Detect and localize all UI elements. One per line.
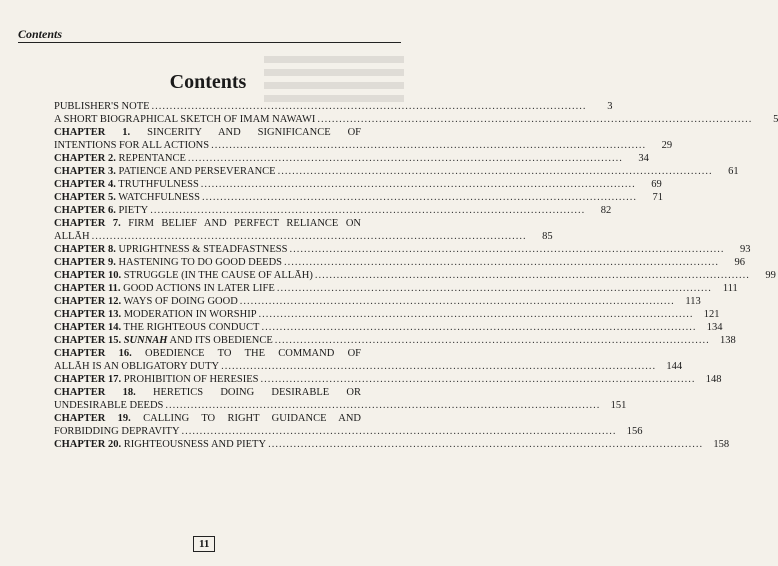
dot-leader: ........................................................................................................................ — [165, 400, 601, 411]
entry-title-text: WATCHFULNESS — [115, 192, 200, 203]
entry-title-text: PIETY — [115, 205, 149, 216]
entry-line — [54, 204, 612, 217]
chapter-label: CHAPTER 13. — [54, 309, 122, 320]
page-number: 11 — [193, 536, 215, 552]
chapter-label: CHAPTER 3. — [54, 166, 116, 177]
entry-title-part: CALLING TO RIGHT GUIDANCE AND — [130, 413, 361, 424]
entry-title — [54, 204, 148, 217]
entry-title — [54, 152, 186, 165]
entry-title — [54, 334, 273, 347]
toc-entry — [54, 438, 730, 451]
chapter-label: CHAPTER 5. — [54, 192, 116, 203]
entry-line — [54, 269, 776, 282]
entry-title — [54, 438, 266, 451]
entry-page-number: 121 — [703, 309, 720, 320]
dot-leader: ........................................................................................................................ — [201, 192, 637, 203]
entry-title-text: MODERATION IN WORSHIP — [121, 309, 257, 320]
entry-line — [54, 308, 720, 321]
entry-line — [54, 191, 663, 204]
chapter-label: CHAPTER 2. — [54, 153, 116, 164]
dot-leader: ........................................................................................................................ — [274, 335, 710, 346]
entry-title-text: FORBIDDING DEPRAVITY — [54, 426, 180, 437]
entry-title — [54, 321, 259, 334]
dot-leader: ........................................................................................................................ — [181, 426, 617, 437]
chapter-label: CHAPTER 19. — [54, 413, 131, 424]
entry-title — [54, 139, 209, 152]
entry-line — [54, 230, 553, 243]
chapter-label: CHAPTER 11. — [54, 283, 121, 294]
entry-page-number: 158 — [713, 439, 730, 450]
entry-first-line — [54, 386, 397, 399]
toc-entry — [54, 295, 701, 308]
entry-line — [54, 165, 739, 178]
entry-first-line — [54, 126, 397, 139]
entry-title-text: INTENTIONS FOR ALL ACTIONS — [54, 140, 210, 151]
entry-title — [54, 282, 275, 295]
entry-page-number: 113 — [685, 296, 701, 307]
entry-title — [54, 230, 90, 243]
dot-leader: ........................................................................................................................ — [289, 244, 725, 255]
chapter-label: CHAPTER 9. — [54, 257, 116, 268]
entry-page-number: 61 — [728, 166, 739, 177]
dot-leader: ........................................................................................................................ — [150, 205, 586, 216]
entry-title-text: HASTENING TO DO GOOD DEEDS — [115, 257, 282, 268]
entry-title — [54, 100, 150, 113]
entry-page-number: 82 — [600, 205, 612, 216]
toc-entry — [54, 334, 736, 347]
entry-title — [54, 360, 219, 373]
entry-title-part: HERETICS DOING DESIRABLE OR — [135, 387, 361, 398]
chapter-label: CHAPTER 1. — [54, 127, 131, 138]
dot-leader: ........................................................................................................................ — [277, 166, 713, 177]
entry-page-number: 138 — [720, 335, 736, 346]
entry-page-number: 3 — [607, 101, 613, 112]
entry-line — [54, 321, 723, 334]
chapter-label: CHAPTER 8. — [54, 244, 116, 255]
entry-title — [54, 178, 199, 191]
chapter-label: CHAPTER 12. — [54, 296, 122, 307]
entry-title-text: TRUTHFULNESS — [115, 179, 199, 190]
table-of-contents — [54, 100, 778, 451]
toc-entry — [54, 321, 723, 334]
entry-page-number: 156 — [626, 426, 643, 437]
entry-line — [54, 152, 649, 165]
dot-leader: ........................................................................................................................ — [211, 140, 647, 151]
dot-leader: ........................................................................................................................ — [187, 153, 623, 164]
running-head: Contents — [18, 27, 63, 41]
dot-leader: ........................................................................................................................ — [317, 114, 753, 125]
entry-line — [54, 282, 738, 295]
entry-title — [54, 373, 258, 386]
entry-title-text: STRUGGLE (IN THE CAUSE OF ALLĀH) — [121, 270, 313, 281]
chapter-label: CHAPTER 20. — [54, 439, 122, 450]
dot-leader: ........................................................................................................................ — [268, 439, 704, 450]
entry-page-number: 144 — [666, 361, 683, 372]
toc-entry — [54, 269, 776, 282]
entry-line — [54, 334, 736, 347]
toc-entry — [54, 373, 722, 386]
entry-line — [54, 425, 643, 438]
toc-entry — [54, 152, 649, 165]
chapter-label: CHAPTER 10. — [54, 270, 122, 281]
entry-title — [54, 399, 163, 412]
entry-title — [54, 191, 200, 204]
toc-entry — [54, 165, 739, 178]
entry-first-line — [54, 412, 397, 425]
entry-title-text: PATIENCE AND PERSEVERANCE — [115, 166, 276, 177]
entry-title — [54, 425, 180, 438]
entry-page-number: 111 — [722, 283, 738, 294]
header-rule — [18, 42, 401, 43]
dot-leader: ........................................................................................................................ — [284, 257, 719, 268]
entry-page-number: 96 — [734, 257, 745, 268]
entry-line — [54, 360, 683, 373]
entry-line — [54, 243, 751, 256]
entry-title-text: WAYS OF DOING GOOD — [121, 296, 238, 307]
chapter-label: CHAPTER 7. — [54, 218, 121, 229]
toc-entry — [54, 256, 745, 269]
entry-title-text: ALLĀH IS AN OBLIGATORY DUTY — [54, 361, 220, 372]
entry-title-text: A SHORT BIOGRAPHICAL SKETCH OF IMAM NAWAWI — [54, 114, 316, 125]
page-title: Contents — [169, 71, 247, 93]
entry-italic-word: SUNNAH — [121, 335, 168, 346]
toc-entry — [54, 308, 720, 321]
entry-title — [54, 256, 282, 269]
entry-first-line — [54, 217, 397, 230]
entry-line — [54, 178, 662, 191]
entry-line — [54, 399, 627, 412]
entry-title-part: OBEDIENCE TO THE COMMAND OF — [131, 348, 361, 359]
toc-entry — [54, 126, 673, 152]
entry-title-text: REPENTANCE — [115, 153, 186, 164]
entry-page-number: 5 — [773, 114, 778, 125]
dot-leader: ........................................................................................................................ — [221, 361, 657, 372]
dot-leader: ........................................................................................................................ — [91, 231, 527, 242]
toc-entry — [54, 100, 613, 113]
entry-title — [54, 295, 238, 308]
entry-title-text: GOOD ACTIONS IN LATER LIFE — [120, 283, 275, 294]
entry-page-number: 93 — [739, 244, 751, 255]
entry-page-number: 71 — [652, 192, 663, 203]
entry-title-text: PROHIBITION OF HERESIES — [121, 374, 259, 385]
entry-line — [54, 139, 673, 152]
entry-title-text: UPRIGHTNESS & STEADFASTNESS — [115, 244, 288, 255]
entry-title-text: ALLĀH — [54, 231, 90, 242]
entry-first-line — [54, 347, 397, 360]
entry-title-part: FIRM BELIEF AND PERFECT RELIANCE ON — [120, 218, 361, 229]
entry-title-text: PUBLISHER'S NOTE — [54, 101, 150, 112]
entry-page-number: 69 — [651, 179, 662, 190]
entry-page-number: 148 — [705, 374, 722, 385]
dot-leader: ........................................................................................................................ — [261, 322, 697, 333]
entry-title-text: UNDESIRABLE DEEDS — [54, 400, 164, 411]
entry-title-text: THE RIGHTEOUS CONDUCT — [121, 322, 260, 333]
dot-leader: ........................................................................................................................ — [200, 179, 636, 190]
chapter-label: CHAPTER 14. — [54, 322, 122, 333]
entry-line — [54, 100, 613, 113]
dot-leader: ........................................................................................................................ — [258, 309, 694, 320]
toc-entry — [54, 347, 683, 373]
chapter-label: CHAPTER 16. — [54, 348, 132, 359]
entry-line — [54, 373, 722, 386]
dot-leader: ........................................................................................................................ — [151, 101, 587, 112]
entry-title-text: RIGHTEOUSNESS AND PIETY — [121, 439, 267, 450]
chapter-label: CHAPTER 15. — [54, 335, 122, 346]
toc-entry — [54, 191, 663, 204]
chapter-label: CHAPTER 17. — [54, 374, 122, 385]
toc-entry — [54, 178, 662, 191]
entry-line — [54, 113, 778, 126]
toc-entry — [54, 386, 627, 412]
entry-line — [54, 256, 745, 269]
entry-line — [54, 438, 730, 451]
toc-entry — [54, 113, 778, 126]
entry-title-text: AND ITS OBEDIENCE — [167, 335, 273, 346]
entry-title — [54, 269, 313, 282]
entry-page-number: 34 — [638, 153, 649, 164]
entry-page-number: 29 — [661, 140, 673, 151]
entry-page-number: 134 — [706, 322, 723, 333]
entry-page-number: 151 — [610, 400, 627, 411]
dot-leader: ........................................................................................................................ — [260, 374, 696, 385]
chapter-label: CHAPTER 18. — [54, 387, 136, 398]
entry-title-part: SINCERITY AND SIGNIFICANCE OF — [130, 127, 361, 138]
dot-leader: ........................................................................................................................ — [239, 296, 675, 307]
entry-page-number: 99 — [765, 270, 776, 281]
entry-title — [54, 165, 276, 178]
entry-title — [54, 243, 287, 256]
chapter-label: CHAPTER 6. — [54, 205, 116, 216]
entry-title — [54, 308, 257, 321]
toc-entry — [54, 243, 751, 256]
dot-leader: ........................................................................................................................ — [276, 283, 712, 294]
chapter-label: CHAPTER 4. — [54, 179, 116, 190]
dot-leader: ........................................................................................................................ — [314, 270, 750, 281]
entry-title — [54, 113, 315, 126]
toc-entry — [54, 282, 738, 295]
toc-entry — [54, 204, 612, 217]
entry-page-number: 85 — [542, 231, 553, 242]
toc-entry — [54, 217, 553, 243]
toc-entry — [54, 412, 643, 438]
entry-line — [54, 295, 701, 308]
